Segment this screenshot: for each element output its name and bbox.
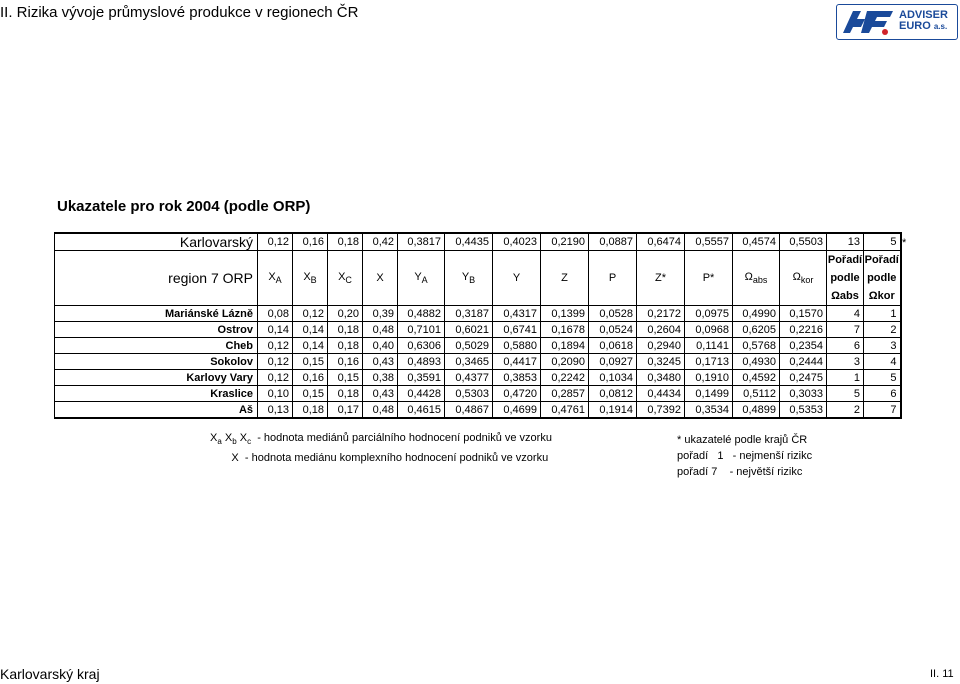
cell: 5 (827, 386, 864, 402)
cell: 0,3245 (637, 354, 685, 370)
cell: 0,5880 (493, 338, 541, 354)
header-cell (637, 251, 685, 306)
cell: 0,4990 (733, 306, 780, 322)
cell: 0,4434 (637, 386, 685, 402)
cell: 0,14 (293, 322, 328, 338)
cell: 0,48 (363, 402, 398, 419)
cell: 0,2090 (541, 354, 589, 370)
cell: 0,12 (258, 370, 293, 386)
table-row (55, 402, 901, 419)
col-symbol: Z* (655, 272, 666, 284)
cell: 0,16 (328, 354, 363, 370)
cell: 0,4893 (398, 354, 445, 370)
row-name: Ostrov (55, 322, 258, 338)
header-cell (685, 251, 733, 306)
table-row (55, 306, 901, 322)
cell: 0,4417 (493, 354, 541, 370)
cell: 0,0975 (685, 306, 733, 322)
cell: 0,3534 (685, 402, 733, 419)
cell: 0,43 (363, 354, 398, 370)
header-cell (258, 251, 293, 306)
cell: 0,15 (293, 354, 328, 370)
cell: 0,5353 (780, 402, 827, 419)
cell: 0,4761 (541, 402, 589, 419)
cell: 0,14 (293, 338, 328, 354)
col-sub: C (345, 275, 352, 286)
table-row (55, 386, 901, 402)
row-name: Mariánské Lázně (55, 306, 258, 322)
cell: 0,38 (363, 370, 398, 386)
cell: 0,4023 (493, 233, 541, 251)
cell: 0,1141 (685, 338, 733, 354)
cell: 0,48 (363, 322, 398, 338)
table-row (55, 370, 901, 386)
cell: 0,18 (328, 386, 363, 402)
cell: 0,1399 (541, 306, 589, 322)
cell: 0,2354 (780, 338, 827, 354)
cell: 0,2242 (541, 370, 589, 386)
cell: 0,1034 (589, 370, 637, 386)
cell: 0,1914 (589, 402, 637, 419)
cell: 0,4699 (493, 402, 541, 419)
cell: 0,14 (258, 322, 293, 338)
col-symbol: X (303, 270, 311, 283)
cell: 1 (827, 370, 864, 386)
cell: 0,20 (328, 306, 363, 322)
cell: 0,5303 (445, 386, 493, 402)
header-cell (493, 251, 541, 306)
header-cell (328, 251, 363, 306)
cell: 6 (827, 338, 864, 354)
cell: 0,3033 (780, 386, 827, 402)
header-cell (733, 251, 780, 306)
header-cell (445, 251, 493, 306)
logo-line1: ADVISER (899, 9, 948, 21)
table-row (55, 338, 901, 354)
cell: 3 (827, 354, 864, 370)
cell: 0,3465 (445, 354, 493, 370)
cell: 0,0812 (589, 386, 637, 402)
col-symbol: Ω (744, 270, 753, 283)
row-name: Kraslice (55, 386, 258, 402)
cell: 4 (864, 354, 901, 370)
cell: 0,12 (293, 306, 328, 322)
cell: 0,6741 (493, 322, 541, 338)
header-cell (293, 251, 328, 306)
cell: 0,2475 (780, 370, 827, 386)
cell: 0,13 (258, 402, 293, 419)
region-name: Karlovarský (55, 233, 258, 251)
cell: 5 (864, 233, 901, 251)
cell: 6 (864, 386, 901, 402)
cell: 0,4720 (493, 386, 541, 402)
cell: 0,6474 (637, 233, 685, 251)
col-symbol: X (376, 272, 384, 284)
cell: 0,4435 (445, 233, 493, 251)
cell: 0,1678 (541, 322, 589, 338)
rank-label: podle (830, 272, 860, 284)
legend-line-2 (210, 450, 552, 466)
cell: 0,4574 (733, 233, 780, 251)
logo-suffix: a.s. (933, 22, 948, 31)
logo-line2: EURO (899, 20, 931, 32)
cell: 2 (827, 402, 864, 419)
cell: 0,10 (258, 386, 293, 402)
header-cell (363, 251, 398, 306)
legend-line-2-symbol: X (231, 452, 239, 465)
col-symbol: Z (561, 272, 568, 284)
cell: 0,1713 (685, 354, 733, 370)
legend-right-line-2: pořadí 1 - nejmenší rizikc (677, 450, 813, 462)
cell: 0,6021 (445, 322, 493, 338)
cell: 0,5112 (733, 386, 780, 402)
cell: 1 (864, 306, 901, 322)
cell: 0,2444 (780, 354, 827, 370)
cell: 0,4377 (445, 370, 493, 386)
cell: 0,4615 (398, 402, 445, 419)
cell: 0,4317 (493, 306, 541, 322)
cell: 7 (827, 322, 864, 338)
legend-right-line-1: * ukazatelé podle krajů ČR (677, 434, 808, 446)
document-title: II. Rizika vývoje průmyslové produkce v regionech ČR (0, 4, 359, 21)
legend-line-1: $X_a$ $X_b$ $X_c$ - hodnota mediánů parciálního hodnocení podniků ve vzorku (210, 432, 552, 447)
indicator-table (54, 232, 902, 419)
rank-label: Ωkor (868, 290, 895, 302)
cell: 0,5503 (780, 233, 827, 251)
cell: 0,1570 (780, 306, 827, 322)
cell: 0,18 (328, 233, 363, 251)
cell: 7 (864, 402, 901, 419)
row-name: Sokolov (55, 354, 258, 370)
col-sub: B (310, 275, 317, 286)
cell: 0,15 (328, 370, 363, 386)
header-region-label: region 7 ORP (55, 251, 258, 306)
cell: 0,2172 (637, 306, 685, 322)
cell: 0,43 (363, 386, 398, 402)
cell: 0,5557 (685, 233, 733, 251)
cell: 0,4867 (445, 402, 493, 419)
cell: 0,3817 (398, 233, 445, 251)
cell: 13 (827, 233, 864, 251)
cell: 0,2857 (541, 386, 589, 402)
cell: 0,0618 (589, 338, 637, 354)
row-name: Aš (55, 402, 258, 419)
col-symbol: X (268, 270, 276, 283)
legend-left (210, 430, 552, 466)
cell: 0,7392 (637, 402, 685, 419)
header-cell-rank-abs (827, 251, 864, 306)
rank-label: Pořadí (827, 254, 863, 266)
logo-mark-icon (837, 5, 897, 39)
legend-line-2-text: - hodnota mediánu komplexního hodnocení podniků ve vzorku (244, 452, 549, 465)
cell: 0,2604 (637, 322, 685, 338)
col-symbol: Y (414, 270, 422, 283)
cell: 0,1499 (685, 386, 733, 402)
header-cell (541, 251, 589, 306)
cell: 0,4930 (733, 354, 780, 370)
cell: 0,40 (363, 338, 398, 354)
cell: 0,18 (328, 338, 363, 354)
col-symbol: P* (702, 272, 715, 284)
legend-line-1-text: - hodnota mediánů parciálního hodnocení podniků ve vzorku (257, 432, 552, 444)
row-name: Cheb (55, 338, 258, 354)
cell: 0,3480 (637, 370, 685, 386)
cell: 0,4428 (398, 386, 445, 402)
cell: 0,2216 (780, 322, 827, 338)
cell: 0,12 (258, 338, 293, 354)
cell: 0,2940 (637, 338, 685, 354)
cell: 0,0887 (589, 233, 637, 251)
col-symbol: Ω (792, 270, 801, 283)
cell: 3 (864, 338, 901, 354)
region-summary-row (55, 233, 901, 251)
cell: 0,18 (328, 322, 363, 338)
table-row (55, 322, 901, 338)
col-symbol: P (608, 272, 617, 284)
legend-right-line-3: pořadí 7 - největší rizikc (677, 466, 803, 478)
col-symbol: Y (461, 270, 470, 283)
header-cell (780, 251, 827, 306)
cell: 0,6205 (733, 322, 780, 338)
legend-right (677, 432, 812, 480)
cell: 5 (864, 370, 901, 386)
col-sub: A (421, 275, 428, 286)
rank-label: podle (867, 272, 897, 284)
cell: 0,5768 (733, 338, 780, 354)
cell: 0,6306 (398, 338, 445, 354)
cell: 0,4899 (733, 402, 780, 419)
header-row (55, 251, 901, 306)
cell: 0,18 (293, 402, 328, 419)
cell: 0,0968 (685, 322, 733, 338)
cell: 0,4882 (398, 306, 445, 322)
star-note-marker: * (902, 237, 907, 249)
cell: 0,4592 (733, 370, 780, 386)
cell: 0,5029 (445, 338, 493, 354)
cell: 0,1894 (541, 338, 589, 354)
section-title: Ukazatele pro rok 2004 (podle ORP) (57, 198, 311, 215)
header-cell-rank-kor (864, 251, 901, 306)
header-cell (589, 251, 637, 306)
col-sub: abs (752, 275, 768, 286)
cell: 0,1910 (685, 370, 733, 386)
rank-label: Ωabs (831, 290, 859, 302)
col-symbol: Y (512, 272, 521, 284)
cell: 0,3187 (445, 306, 493, 322)
rank-label: Pořadí (864, 254, 899, 266)
cell: 0,12 (258, 233, 293, 251)
cell: 0,7101 (398, 322, 445, 338)
cell: 0,42 (363, 233, 398, 251)
cell: 2 (864, 322, 901, 338)
col-sub: kor (800, 275, 814, 286)
row-name: Karlovy Vary (55, 370, 258, 386)
cell: 0,17 (328, 402, 363, 419)
col-symbol: X (338, 270, 346, 283)
adviser-euro-logo (836, 4, 958, 40)
cell: 0,16 (293, 233, 328, 251)
cell: 0,15 (293, 386, 328, 402)
cell: 4 (827, 306, 864, 322)
table-row (55, 354, 901, 370)
cell: 0,0528 (589, 306, 637, 322)
cell: 0,39 (363, 306, 398, 322)
cell: 0,0524 (589, 322, 637, 338)
cell: 0,3591 (398, 370, 445, 386)
table-body (55, 306, 901, 419)
header-cell (398, 251, 445, 306)
cell: 0,12 (258, 354, 293, 370)
cell: 0,08 (258, 306, 293, 322)
col-sub: A (275, 275, 282, 286)
cell: 0,0927 (589, 354, 637, 370)
cell: 0,3853 (493, 370, 541, 386)
cell: 0,16 (293, 370, 328, 386)
cell: 0,2190 (541, 233, 589, 251)
footer-page-number: II. 11 (930, 668, 954, 680)
footer-region: Karlovarský kraj (0, 666, 100, 682)
col-sub: B (469, 275, 476, 286)
